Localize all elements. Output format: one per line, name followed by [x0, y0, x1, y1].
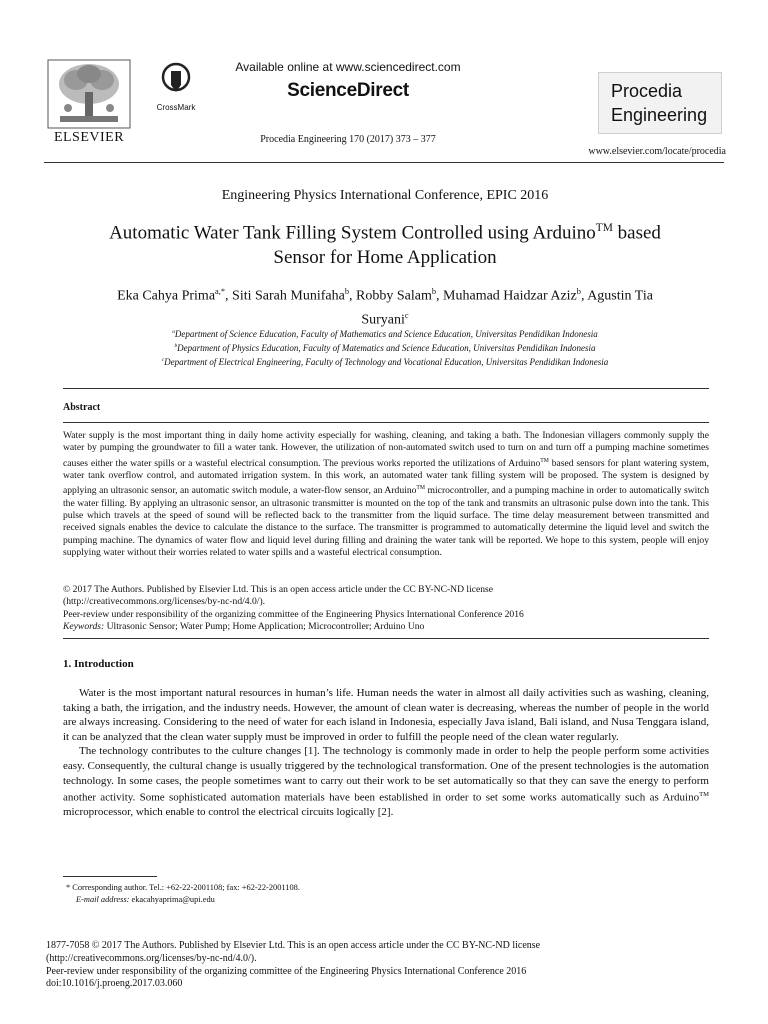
section-heading-introduction: 1. Introduction: [63, 658, 134, 670]
crossmark-badge[interactable]: [156, 62, 196, 112]
author-name: Muhamad Haidzar Aziz: [443, 288, 577, 304]
elsevier-tree-icon: [46, 58, 132, 130]
trademark-mark: TM: [595, 222, 613, 234]
affiliation-text: Department of Electrical Engineering, Faculty of Technology and Vocational Education, Universitas Pendidikan Indonesia: [164, 357, 609, 367]
abstract-bottom-divider: [63, 638, 709, 639]
author-mark: c: [404, 310, 409, 320]
affiliation: [60, 354, 710, 368]
introduction-body: [63, 686, 709, 820]
elsevier-logo: [46, 58, 132, 148]
affiliation: [60, 340, 710, 354]
corresponding-author: * Corresponding author. Tel.: +62-22-2001108; fax: +62-22-2001108.: [66, 883, 300, 892]
affiliation: [60, 326, 710, 340]
footer-copyright: 1877-7058 © 2017 The Authors. Published by Elsevier Ltd. This is an open access article under the CC BY-NC-ND license: [46, 940, 541, 951]
abstract-text: Water supply is the most important thing in daily home activity especially for washing, cleaning, and taking a bath. The Indonesian villagers commonly supply the water by pumping the groundwater to fill a water tank. However, the utilization of non-automated switch used to turn on and turn off a pumping machine sometimes causes either the water spills or a wasteful electrical consumption. The previous works reported the utilizations of Arduino: [63, 430, 709, 469]
article-title: [60, 216, 710, 270]
abstract-heading: Abstract: [63, 402, 101, 413]
author-mark: a,*: [215, 287, 226, 296]
footer-doi[interactable]: doi:10.1016/j.proeng.2017.03.060: [46, 978, 183, 990]
paragraph: Water is the most important natural resources in human’s life. Human needs the water in almost all daily activities such as washing, cleaning, taking a bath, the irrigation, and the industry needs. However, the amount of clean water is decreasing, whereas the number of people in the world are always increasing. Considering to the need of water for each island in Indonesia, especially Java island, Bali island, and Nusa Tenggara island, it can be analyzed that the clean water supply must be improved in order to fulfill the people need of the clean water regularly.: [63, 687, 709, 743]
paragraph-text: The technology contributes to the culture changes [1]. The technology is commonly made in order to help the people perform some activities easy. Consequently, the cultural change is usually triggered by the technological transformation. One of the present technologies is the automation technology. In some cases, the people sometimes want to carry out their work to be set automatically so that they can save the energy to perform another activity. Some sophisticated automation materials have been established in order to set some works automatically such as Arduino: [63, 745, 709, 804]
available-online-text[interactable]: Available online at www.sciencedirect.com: [235, 60, 461, 74]
email-line: [66, 894, 706, 906]
journal-name-line1: Procedia: [611, 81, 683, 101]
footnote-divider: [63, 876, 157, 877]
author-mark: b: [431, 287, 437, 296]
conference-name: Engineering Physics International Conference, EPIC 2016: [221, 188, 549, 203]
author-mark: b: [344, 287, 349, 296]
header-divider: [44, 162, 724, 163]
keywords-line: [63, 621, 709, 633]
footer-license-link[interactable]: (http://creativecommons.org/licenses/by-nc-nd/4.0/).: [46, 952, 257, 964]
email-address[interactable]: ekacahyaprima@upi.edu: [129, 895, 215, 904]
page-footer: [46, 940, 726, 991]
footnote: [66, 882, 706, 906]
author-name: Agustin Tia: [587, 288, 653, 304]
author-name: Eka Cahya Prima: [117, 288, 216, 304]
keywords-text: Ultrasonic Sensor; Water Pump; Home Application; Microcontroller; Arduino Uno: [104, 620, 425, 632]
copyright-block: [63, 584, 709, 633]
crossmark-icon: [161, 62, 191, 98]
affiliations: [60, 326, 710, 368]
trademark-mark: TM: [699, 791, 709, 799]
license-link[interactable]: (http://creativecommons.org/licenses/by-nc-nd/4.0/).: [63, 596, 266, 608]
abstract-top-divider: [63, 388, 709, 389]
affiliation-mark: b: [174, 343, 178, 349]
title-text: Automatic Water Tank Filling System Controlled using Arduino: [109, 222, 596, 244]
sciencedirect-logo: ScienceDirect: [287, 80, 409, 101]
abstract-text: based sensors for plant watering system, water tank overflow control, and automated irrigation system. In this work, an automated water tank filling system will be proposed. The system is designed by applying an ultrasonic sensor, an automatic switch module, a water-flow sensor, an Arduino: [63, 457, 709, 497]
abstract-divider: [63, 422, 709, 423]
email-label: E-mail address:: [76, 895, 130, 904]
author-list: Eka Cahya Prima$^{a,*}$, Siti Sarah Munifaha$^b$, Robby Salam$^b$, Muhamad Haidzar Aziz$^b$, Agustin Tia Suryani$^c$: [117, 287, 653, 328]
abstract-body: [63, 430, 709, 559]
copyright-line: © 2017 The Authors. Published by Elsevier Ltd. This is an open access article under the CC BY-NC-ND license: [63, 584, 494, 595]
title-line2: Sensor for Home Application: [273, 247, 497, 269]
journal-reference: Procedia Engineering 170 (2017) 373 – 377: [260, 134, 436, 145]
author-name: Robby Salam: [356, 288, 432, 304]
keywords-label: Keywords:: [63, 620, 105, 632]
journal-url[interactable]: www.elsevier.com/locate/procedia: [588, 146, 726, 157]
trademark-mark: TM: [416, 485, 426, 492]
affiliation-mark: a: [172, 329, 175, 335]
crossmark-label: CrossMark: [156, 103, 196, 112]
author-mark: b: [576, 287, 581, 296]
journal-name-line2: Engineering: [611, 105, 708, 125]
abstract-text: microcontroller, and a pumping machine in order to automatically switch the water filling. By applying an ultrasonic sensor, an ultrasonic transmitter is mounted on the top of the tank and transmits an ultrasonic pulse down into the tank. This pulse which travels at the speed of sound will be reflected back to the transmitter from the liquid surface. The time delay measurement between transmitted and received signals enables the device to calculate the distance to the surface. The transmitter is programmed to automatically determine the liquid level and switch the pumping machine. The dynamics of water flow and liquid level during filling and draining the water tank will be reported. We hope to this system, people will enjoy supplying water without their worries related to water spills and a wasteful electrical consumption.: [63, 485, 709, 559]
journal-name-box: [598, 72, 722, 134]
title-text-end: based: [612, 222, 661, 244]
author-name: Suryani: [361, 312, 405, 328]
elsevier-wordmark: ELSEVIER: [53, 130, 125, 145]
trademark-mark: TM: [540, 457, 549, 464]
affiliation-text: Department of Science Education, Faculty of Mathematics and Science Education, Universitas Pendidikan Indonesia: [174, 329, 598, 339]
paragraph-text: microprocessor, which enable to control the electrical circuits logically [2].: [63, 806, 394, 819]
peer-review-line: Peer-review under responsibility of the organizing committee of the Engineering Physics International Conference 2016: [63, 608, 524, 620]
footer-peer-review: Peer-review under responsibility of the organizing committee of the Engineering Physics International Conference 2016: [46, 965, 527, 977]
paragraph: [63, 744, 709, 820]
affiliation-text: Department of Physics Education, Faculty of Matematics and Science Education, Universitas Pendidikan Indonesia: [177, 343, 596, 353]
author-name: Siti Sarah Munifaha: [232, 288, 345, 304]
affiliation-mark: c: [161, 357, 165, 363]
